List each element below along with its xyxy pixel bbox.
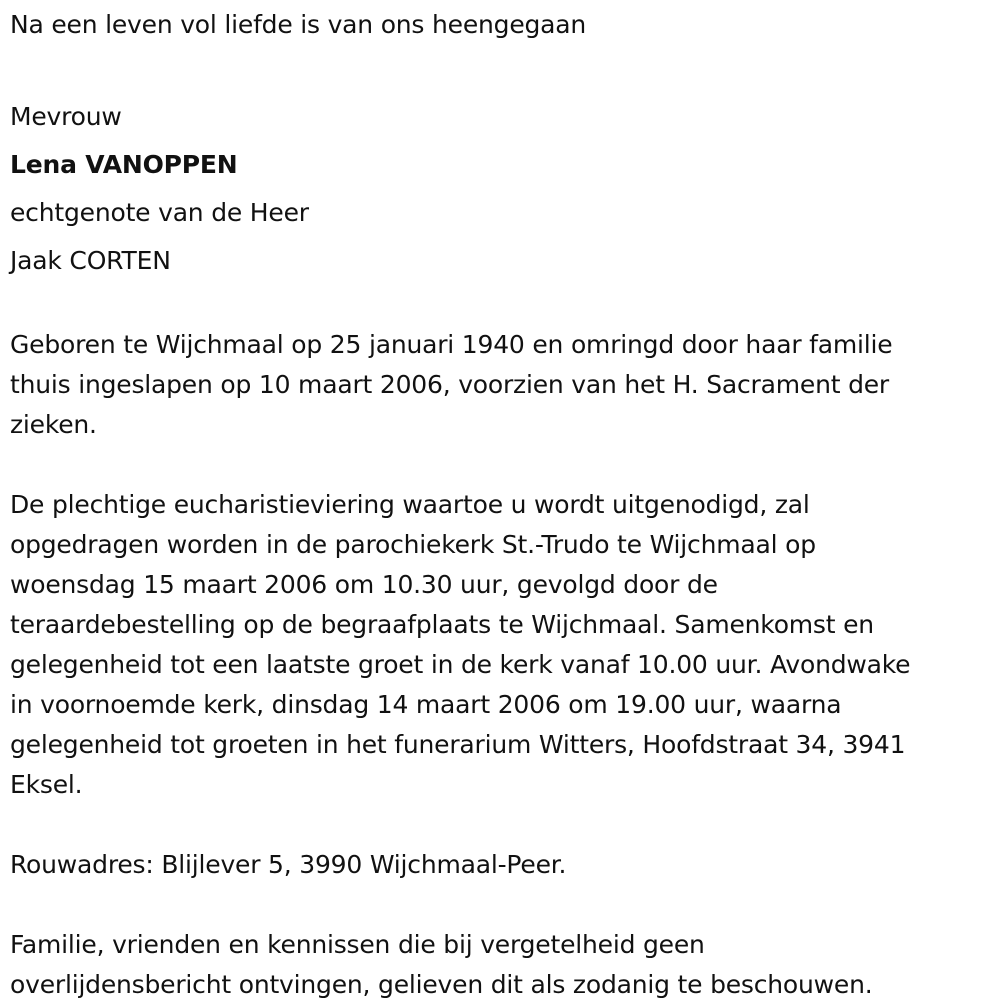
ceremony-paragraph — [10, 485, 995, 805]
ceremony-line: in voornoemde kerk, dinsdag 14 maart 2006 om 19.00 uur, waarna — [10, 690, 842, 719]
ceremony-line: gelegenheid tot een laatste groet in de kerk vanaf 10.00 uur. Avondwake — [10, 650, 911, 679]
address-paragraph — [10, 845, 995, 885]
birth-paragraph — [10, 325, 995, 445]
intro-text: Na een leven vol liefde is van ons heengegaan — [10, 10, 587, 39]
closing-line: overlijdensbericht ontvingen, gelieven dit als zodanig te beschouwen. — [10, 970, 873, 999]
closing-paragraph — [10, 925, 995, 1005]
deceased-block — [10, 93, 995, 285]
spouse-label: echtgenote van de Heer — [10, 198, 309, 227]
deceased-name: Lena VANOPPEN — [10, 150, 238, 179]
closing-line: Familie, vrienden en kennissen die bij vergetelheid geen — [10, 930, 705, 959]
ceremony-line: opgedragen worden in de parochiekerk St.-Trudo te Wijchmaal op — [10, 530, 816, 559]
intro-paragraph — [10, 5, 995, 45]
spouse-name: Jaak CORTEN — [10, 246, 171, 275]
birth-line: thuis ingeslapen op 10 maart 2006, voorzien van het H. Sacrament der — [10, 370, 890, 399]
birth-line: zieken. — [10, 410, 97, 439]
ceremony-line: teraardebestelling op de begraafplaats te Wijchmaal. Samenkomst en — [10, 610, 874, 639]
ceremony-line: gelegenheid tot groeten in het funerarium Witters, Hoofdstraat 34, 3941 — [10, 730, 906, 759]
address-line: Rouwadres: Blijlever 5, 3990 Wijchmaal-Peer. — [10, 850, 567, 879]
title-text: Mevrouw — [10, 102, 122, 131]
ceremony-line: Eksel. — [10, 770, 83, 799]
birth-line: Geboren te Wijchmaal op 25 januari 1940 en omringd door haar familie — [10, 330, 893, 359]
ceremony-line: De plechtige eucharistieviering waartoe u wordt uitgenodigd, zal — [10, 490, 810, 519]
ceremony-line: woensdag 15 maart 2006 om 10.30 uur, gevolgd door de — [10, 570, 718, 599]
obituary-document — [10, 0, 995, 1005]
